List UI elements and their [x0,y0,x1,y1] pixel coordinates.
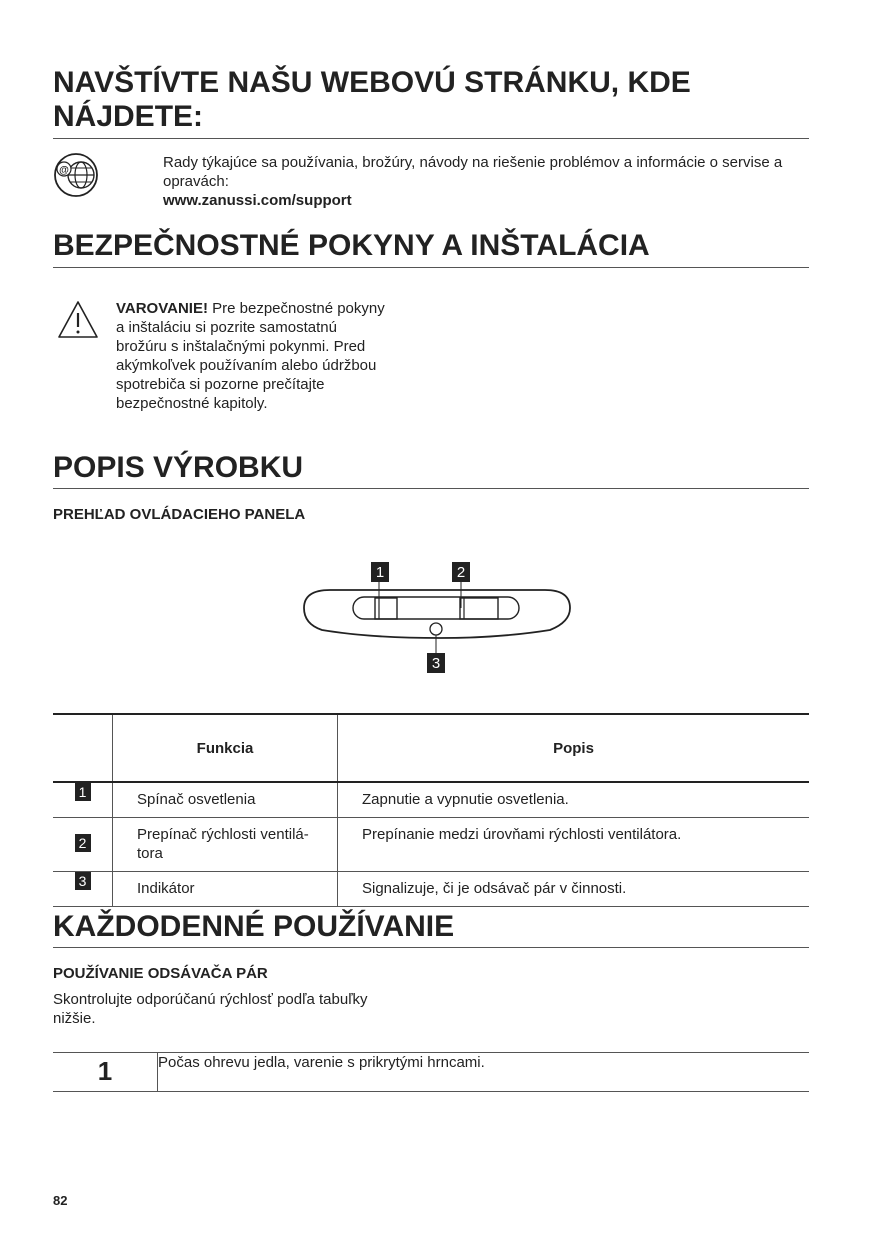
heading-safety: BEZPEČNOSTNÉ POKYNY A INŠTALÁCIA [53,229,650,262]
table-header: Funkcia [113,714,338,782]
divider [53,267,809,268]
control-panel-diagram [300,560,575,676]
table-header [53,714,113,782]
diagram-label-1 [371,562,389,582]
row-number: 3 [75,872,91,890]
warning-body: Pre bezpečnostné pokyny a inštaláciu si pozrite samostatnú brožúru s inštalačnými pokynmi. Pred akýmkoľvek používaním alebo údržbou spotrebiča si pozorne prečítajte bezpečnostné kapitoly. [116,300,385,412]
heading-daily-use: KAŽDODENNÉ POUŽÍVANIE [53,910,455,943]
page-number: 82 [53,1193,68,1208]
intro-text: Skontrolujte odporúčanú rýchlosť podľa tabuľky nižšie. [53,991,368,1027]
row-description: Signalizuje, či je odsávač pár v činnosti. [362,880,627,897]
table-header-row [53,714,809,782]
row-description: Zapnutie a vypnutie osvetlenia. [362,791,569,808]
row-function: Prepínač rýchlosti ventilá- tora [137,826,309,862]
warning-label: VAROVANIE! [116,300,208,317]
warning-triangle-icon [57,300,99,340]
control-panel-table [53,713,809,907]
speed-number: 1 [53,1053,158,1092]
support-link[interactable]: www.zanussi.com/support [163,192,352,209]
diagram-label-3 [427,653,445,673]
svg-text:1: 1 [375,564,385,581]
svg-text:@: @ [59,165,69,176]
row-function: Indikátor [137,880,195,897]
row-number: 1 [75,783,91,801]
subheading-control-panel: PREHĽAD OVLÁDACIEHO PANELA [53,506,306,523]
row-description: Prepínanie medzi úrovňami rýchlosti ventilátora. [362,826,682,843]
divider [53,138,809,139]
diagram-label-2 [452,562,470,582]
heading-product: POPIS VÝROBKU [53,451,304,484]
website-text: Rady týkajúce sa používania, brožúry, návody na riešenie problémov a informácie o servise a opravách: [163,154,783,190]
svg-text:2: 2 [456,564,466,581]
row-function: Spínač osvetlenia [137,791,256,808]
globe-at-icon [53,153,101,197]
table-row [53,818,809,872]
warning-text [116,299,386,413]
table-row [53,782,809,818]
speed-description: Počas ohrevu jedla, varenie s prikrytými hrncami. [158,1054,485,1071]
table-row [53,1053,809,1092]
divider [53,488,809,489]
svg-text:3: 3 [431,655,441,672]
heading-website: NAVŠTÍVTE NAŠU WEBOVÚ STRÁNKU, KDE NÁJDETE: [53,66,691,133]
row-number: 2 [75,834,91,852]
speed-table [53,1052,809,1092]
table-header: Popis [338,714,810,782]
divider [53,947,809,948]
table-row [53,872,809,907]
subheading-hood-use: POUŽÍVANIE ODSÁVAČA PÁR [53,965,268,982]
